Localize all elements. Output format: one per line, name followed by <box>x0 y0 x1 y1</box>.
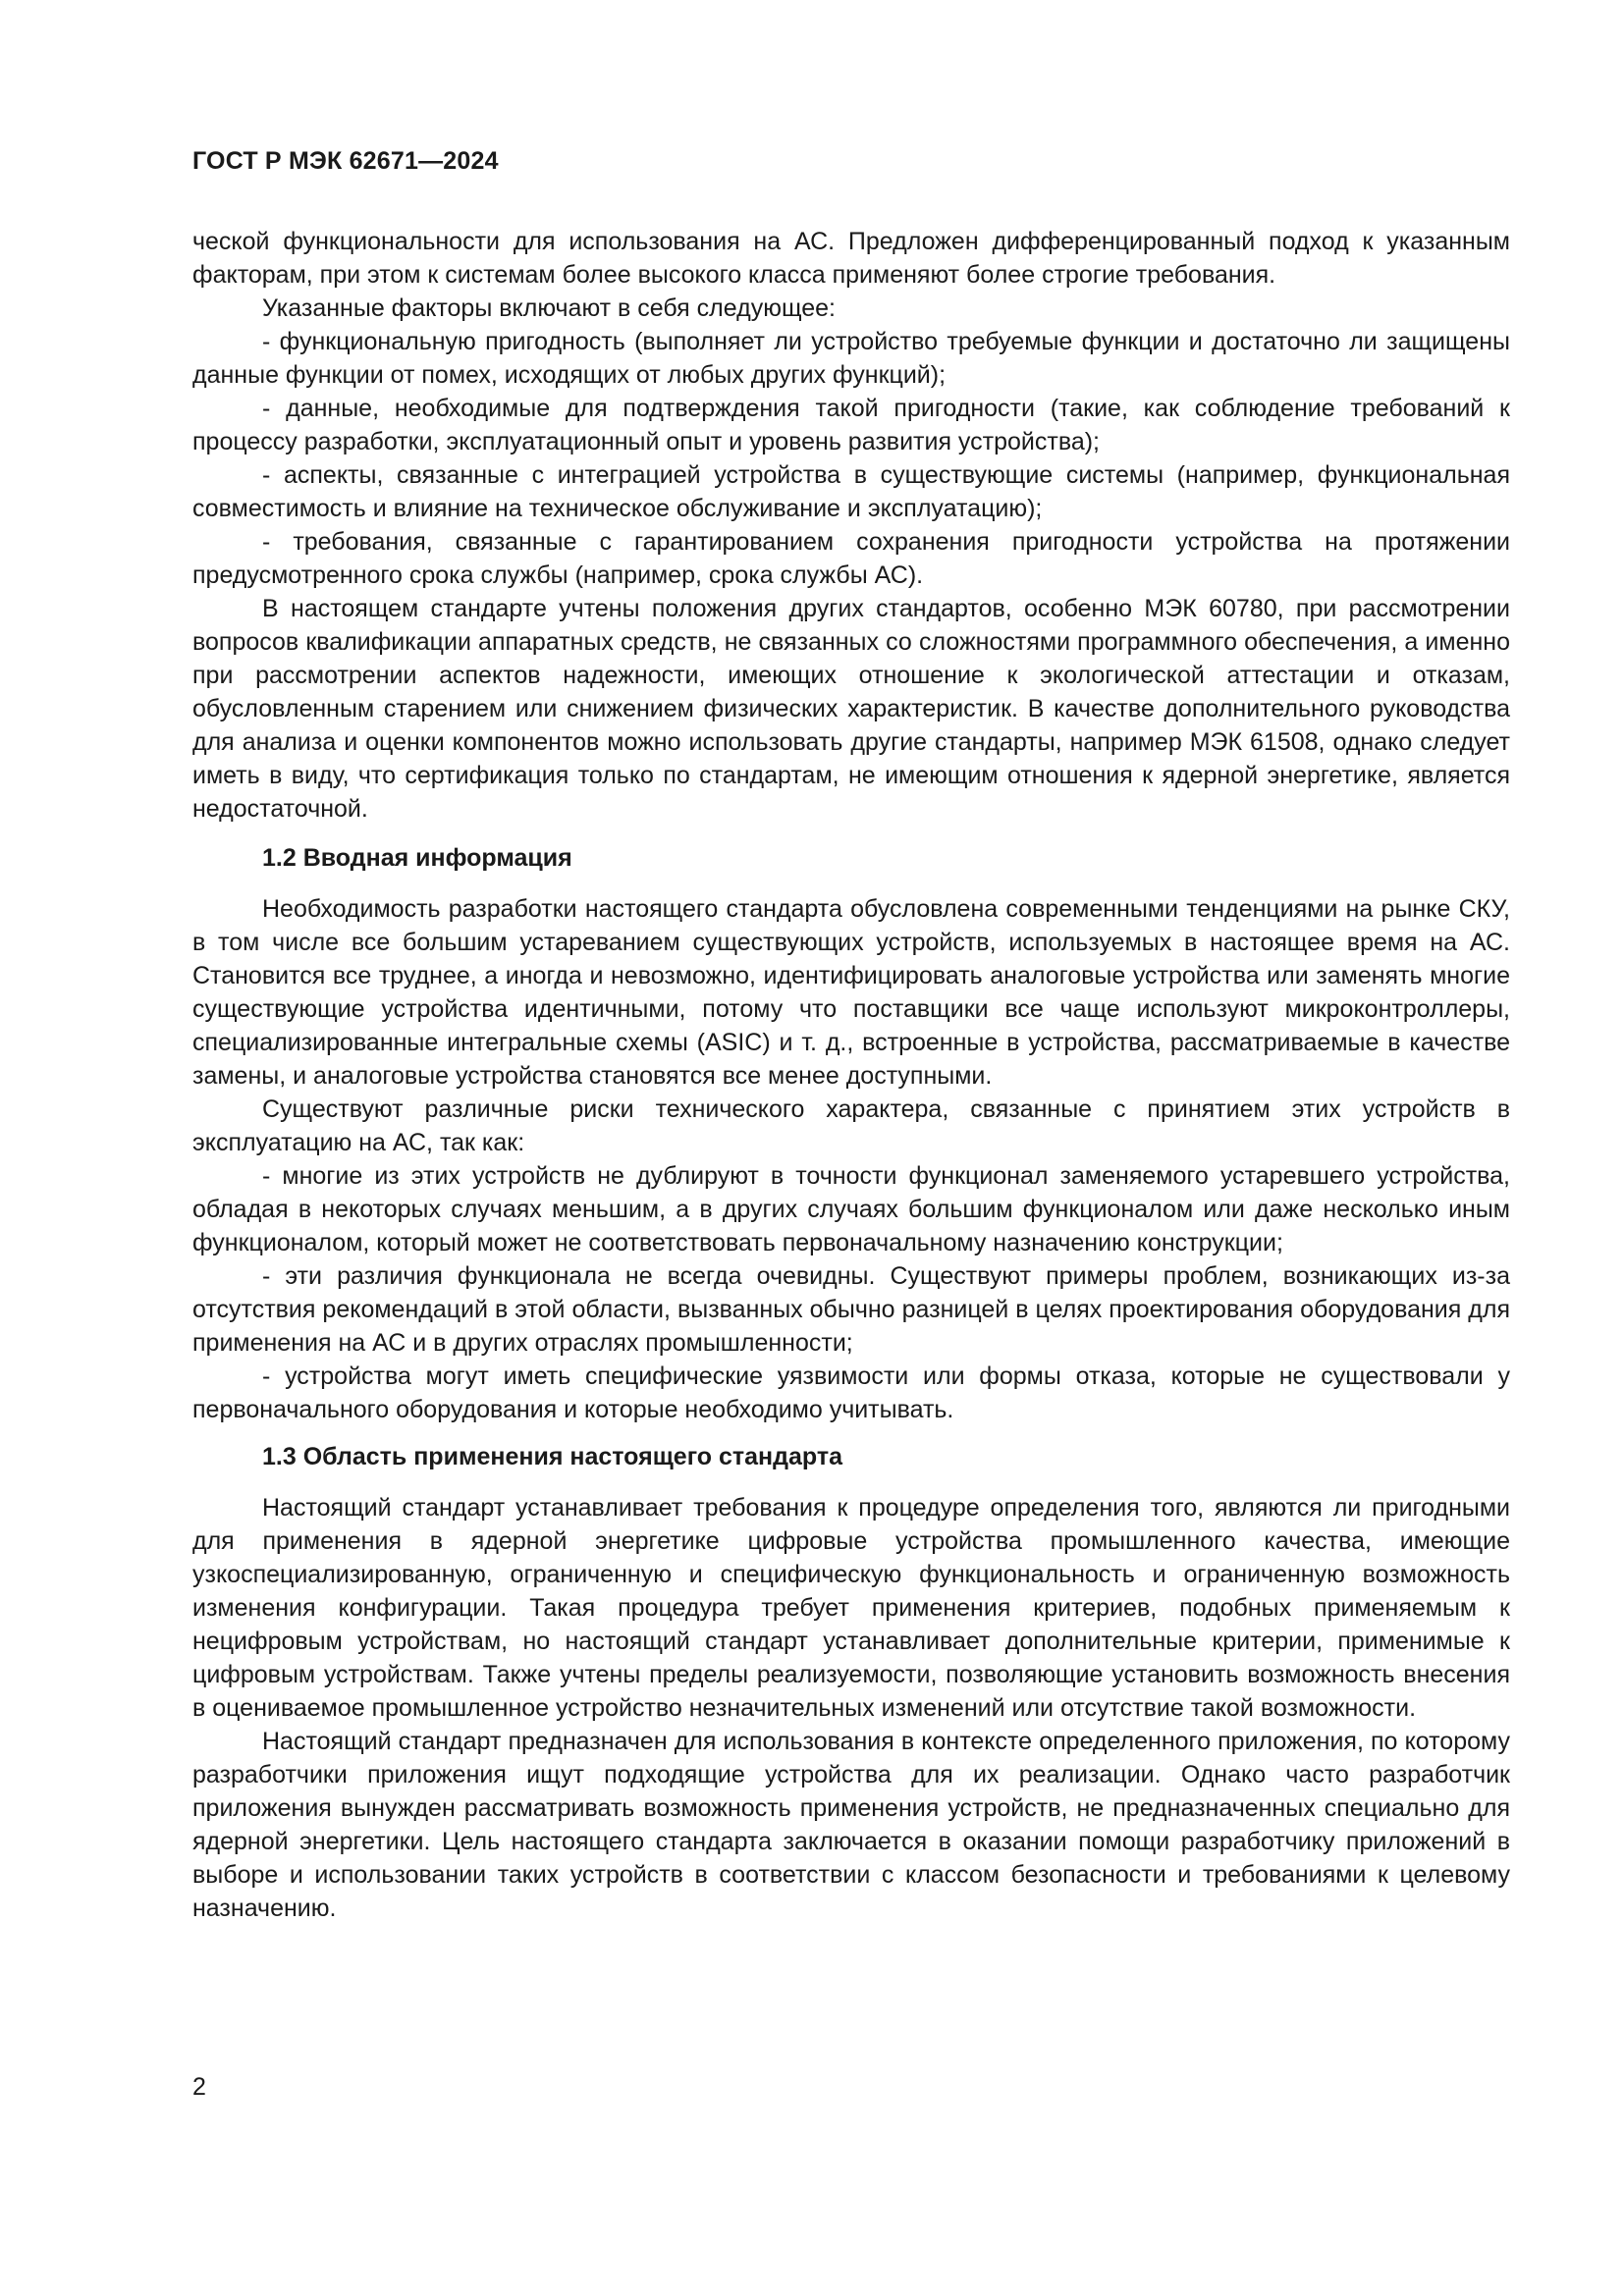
paragraph: Настоящий стандарт предназначен для использования в контексте определенного приложения, по которому разработчики приложения ищут подходящие устройства для их реализации. Однако часто разработчик приложения вынужден рассматривать возможность применения устройств, не предназначенных специально для ядерной энергетики. Цель настоящего стандарта заключается в оказании помощи разработчику приложений в выборе и использовании таких устройств в соответствии с классом безопасности и требованиями к целевому назначению. <box>192 1728 1510 1922</box>
paragraph: В настоящем стандарте учтены положения других стандартов, особенно МЭК 60780, при рассмотрении вопросов квалификации аппаратных средств, не связанных со сложностями программного обеспечения, а именно при рассмотрении аспектов надежности, имеющих отношение к экологической аттестации и отказам, обусловленным старением или снижением физических характеристик. В качестве дополнительного руководства для анализа и оценки компонентов можно использовать другие стандарты, например МЭК 61508, однако следует иметь в виду, что сертификация только по стандартам, не имеющим отношения к ядерной энергетике, является недостаточной. <box>192 595 1510 823</box>
list-item: - эти различия функционала не всегда очевидны. Существуют примеры проблем, возникающих из-за отсутствия рекомендаций в этой области, вызванных обычно разницей в целях проектирования оборудования для применения на АС и в других отраслях промышленности; <box>192 1262 1510 1357</box>
list-item: - функциональную пригодность (выполняет ли устройство требуемые функции и достаточно ли защищены данные функции от помех, исходящих от любых других функций); <box>192 328 1510 389</box>
paragraph: Настоящий стандарт устанавливает требования к процедуре определения того, являются ли пригодными для применения в ядерной энергетике цифровые устройства промышленного качества, имеющие узкоспециализированную, ограниченную и специфическую функциональность и ограниченную возможность изменения конфигурации. Такая процедура требует применения критериев, подобных применяемым к нецифровым устройствам, но настоящий стандарт устанавливает дополнительные критерии, применимые к цифровым устройствам. Также учтены пределы реализуемости, позволяющие установить возможность внесения в оцениваемое промышленное устройство незначительных изменений или отсутствие такой возможности. <box>192 1494 1510 1722</box>
page-number: 2 <box>192 2073 206 2101</box>
list-item: - данные, необходимые для подтверждения такой пригодности (такие, как соблюдение требований к процессу разработки, эксплуатационный опыт и уровень развития устройства); <box>192 395 1510 455</box>
paragraph: ческой функциональности для использования на АС. Предложен дифференцированный подход к указанным факторам, при этом к системам более высокого класса применяют более строгие требования. <box>192 228 1510 289</box>
paragraph: Существуют различные риски технического характера, связанные с принятием этих устройств в эксплуатацию на АС, так как: <box>192 1095 1510 1156</box>
document-header: ГОСТ Р МЭК 62671—2024 <box>192 147 499 175</box>
paragraph: Указанные факторы включают в себя следующее: <box>262 294 836 322</box>
section-heading-1-2: 1.2 Вводная информация <box>262 844 572 872</box>
list-item: - многие из этих устройств не дублируют в точности функционал заменяемого устаревшего устройства, обладая в некоторых случаях меньшим, а в других случаях большим функционалом или даже несколько иным функционалом, который может не соответствовать первоначальному назначению конструкции; <box>192 1162 1510 1256</box>
list-item: - аспекты, связанные с интеграцией устройства в существующие системы (например, функциональная совместимость и влияние на техническое обслуживание и эксплуатацию); <box>192 461 1510 522</box>
document-body <box>192 225 1510 1925</box>
list-item: - устройства могут иметь специфические уязвимости или формы отказа, которые не существовали у первоначального оборудования и которые необходимо учитывать. <box>192 1362 1510 1423</box>
paragraph: Необходимость разработки настоящего стандарта обусловлена современными тенденциями на рынке СКУ, в том числе все большим устареванием существующих устройств, используемых в настоящее время на АС. Становится все труднее, а иногда и невозможно, идентифицировать аналоговые устройства или заменять многие существующие устройства идентичными, потому что поставщики все чаще используют микроконтроллеры, специализированные интегральные схемы (ASIC) и т. д., встроенные в устройства, рассматриваемые в качестве замены, и аналоговые устройства становятся все менее доступными. <box>192 895 1510 1090</box>
section-heading-1-3: 1.3 Область применения настоящего стандарта <box>262 1443 843 1470</box>
list-item: - требования, связанные с гарантированием сохранения пригодности устройства на протяжении предусмотренного срока службы (например, срока службы АС). <box>192 528 1510 589</box>
